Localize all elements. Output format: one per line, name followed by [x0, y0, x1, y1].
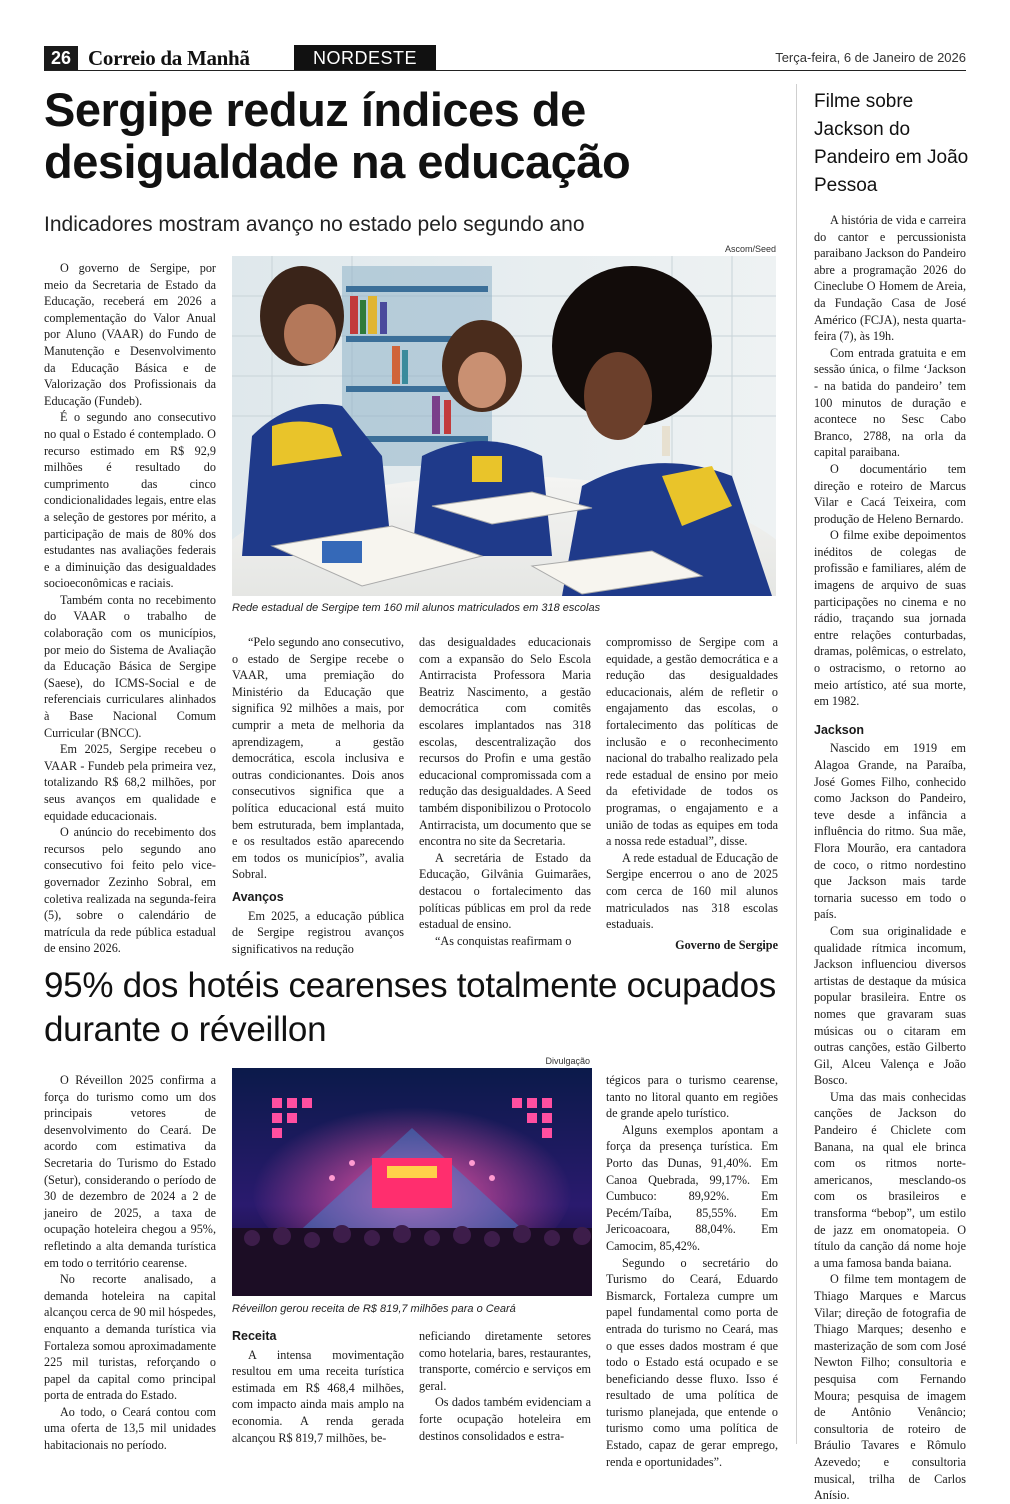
paragraph: Alguns exemplos apontam a força da presença turística. Em Porto das Dunas, 91,40%. Em Canoa Quebrada, 99,17%. Em Cumbuco: 89,92%. Em Pecém/Taíba, 85,55%. Em Jericoacoara, 88,04%. Em Camocim, 85,42%.	[606, 1122, 778, 1253]
article-column-4	[606, 634, 778, 953]
article2-column-3	[419, 1328, 591, 1444]
subhead-jackson: Jackson	[814, 722, 865, 737]
paragraph: Ao todo, o Ceará contou com uma oferta de 13,5 mil unidades habitacionais no período.	[44, 1404, 216, 1453]
students-illustration	[232, 256, 776, 596]
students-photo	[232, 256, 776, 596]
sidebar-rule	[796, 84, 797, 1444]
paragraph: tégicos para o turismo cearense, tanto no litoral quanto em regiões de grande apelo turístico.	[606, 1073, 778, 1121]
paragraph: A história de vida e carreira do cantor e percussionista paraibano Jackson do Pandeiro abre a programação 2026 do Cineclube O Homem de Areia, da Fundação Casa de José Américo (FCJA), nesta quarta-feira (7), às 19h.	[814, 213, 966, 344]
masthead: Correio da Manhã	[88, 46, 250, 70]
article2-column-2	[232, 1328, 404, 1446]
paragraph: O documentário tem direção e roteiro de Marcus Vilar e Cacá Teixeira, com produção de Heleno Bernardo.	[814, 461, 966, 526]
photo-credit-2: Divulgação	[545, 1056, 590, 1066]
paragraph: A secretária de Estado da Educação, Gilvânia Guimarães, destacou o fortalecimento das políticas públicas em prol da rede estadual de ensino.	[419, 850, 591, 932]
subhead-avancos: Avanços	[232, 889, 284, 904]
paragraph: O filme tem montagem de Thiago Marques e Marcus Vilar; direção de fotografia de Thiago Marques; desenho e masterização de som com José Newton Filho; consultoria e pesquisa com Fernando Moura; pesquisa de imagem de Antônio Venâncio; consultoria de roteiro de Bráulio Tavares e Rômulo Azevedo; e consultoria musical, trilha de Carlos Anísio.	[814, 1272, 966, 1503]
headline-2: 95% dos hotéis cearenses totalmente ocupados durante o réveillon	[44, 966, 777, 1049]
sidebar-headline: Filme sobre Jackson do Pandeiro em João Pessoa	[814, 91, 969, 196]
issue-date: Terça-feira, 6 de Janeiro de 2026	[775, 50, 966, 65]
article-column-1	[44, 260, 216, 957]
paragraph: É o segundo ano consecutivo no qual o Estado é contemplado. O recurso estimado em R$ 92,9 milhões é resultado do cumprimento das cinco condicionalidades legais, entre elas a seleção de gestores por mérito, a participação de mais de 80% dos estudantes nas avaliações federais e a diminuição das desigualdades socioeconômicas e raciais.	[44, 410, 216, 591]
paragraph: A rede estadual de Educação de Sergipe encerrou o ano de 2025 com cerca de 160 mil alunos matriculados nas 318 escolas estaduais.	[606, 850, 778, 932]
paragraph: das desigualdades educacionais com a expansão do Selo Escola Antirracista Professora Maria Beatriz Nascimento, a gestão democrática com comitês escolares implantados nas 318 escolas, descentralização dos recursos do Profin e uma gestão educacional compromissada com a redução das desigualdades. A Seed também disponibilizou o Protocolo Antirracista, um documento que se encontra no site da Secretaria.	[419, 635, 591, 849]
section-label: NORDESTE	[294, 45, 436, 71]
paragraph: Em 2025, Sergipe recebeu o VAAR - Fundeb pela primeira vez, totalizando R$ 68,2 milhões, por seus avanços em qualidade e equidade educacionais.	[44, 742, 216, 823]
article-signature: Governo de Sergipe	[675, 937, 778, 952]
paragraph: neficiando diretamente setores como hotelaria, bares, restaurantes, transporte, comércio e serviços em geral.	[419, 1329, 591, 1393]
paragraph: No recorte analisado, a demanda hoteleira na capital alcançou cerca de 90 mil hóspedes, enquanto a demanda turística via Fortaleza somou aproximadamente 225 mil turistas, reforçando o papel da capital como principal porta de entrada do Estado.	[44, 1272, 216, 1403]
paragraph: Com sua originalidade e qualidade rítmica incomum, Jackson influenciou diversos artistas de destaque da música popular brasileira. Entre os nomes que gravaram suas músicas ou o citaram em outras canções, estão Gilberto Gil, Alceu Valença e João Bosco.	[814, 923, 966, 1088]
paragraph: “Pelo segundo ano consecutivo, o estado de Sergipe recebe o VAAR, uma premiação do Ministério da Educação que significa 92 milhões a mais, por cumprir a meta de melhoria da aprendizagem, a gestão democrática, escola inclusiva e outras condicionantes. Dois anos consecutivos significa que a política educacional está muito bem estruturada, bem implantada, e os resultados estão aparecendo em todos os municípios”, avalia Sobral.	[232, 635, 404, 882]
header-rule	[44, 70, 966, 71]
reveillon-photo	[232, 1068, 592, 1296]
photo-caption-2: Réveillon gerou receita de R$ 819,7 milhões para o Ceará	[232, 1303, 516, 1315]
article2-column-1	[44, 1072, 216, 1454]
photo-credit: Ascom/Seed	[724, 244, 776, 254]
paragraph: “As conquistas reafirmam o	[435, 933, 572, 948]
paragraph: Também conta no recebimento do VAAR o trabalho de colaboração com os municípios, por meio do Sistema de Avaliação da Educação Básica de Sergipe (Saese), do ICMS-Social e de referenciais curriculares alinhados à Base Nacional Comum Curricular (BNCC).	[44, 592, 216, 740]
subhead-receita: Receita	[232, 1329, 277, 1343]
headline: Sergipe reduz índices de desigualdade na educação	[44, 83, 631, 188]
paragraph: Uma das mais conhecidas canções de Jackson do Pandeiro é Chiclete com Banana, na qual ele brinca com os ritmos norte-americanos, mesclando-os com os brasileiros e transforma “bebop”, um estilo de jazz em onomatopeia. O título da canção dá nome hoje a uma famosa banda baiana.	[814, 1089, 966, 1270]
sidebar-column	[814, 212, 966, 1504]
paragraph: O Réveillon 2025 confirma a força do turismo como um dos principais vetores de desenvolvimento do Ceará. De acordo com estimativa da Secretaria do Turismo do Estado (Setur), considerando o período de 30 de dezembro de 2024 a 2 de janeiro de 2025, a taxa de ocupação hoteleira chegou a 95%, refletindo a alta demanda turística em todo o território cearense.	[44, 1073, 216, 1270]
concert-illustration	[232, 1068, 592, 1296]
paragraph: O governo de Sergipe, por meio da Secretaria de Estado da Educação, receberá em 2026 a complementação do Valor Anual por Aluno (VAAR) do Fundo de Manutenção e Desenvolvimento da Educação Básica e de Valorização dos Profissionais da Educação (Fundeb).	[44, 261, 216, 408]
paragraph: Em 2025, a educação pública de Sergipe registrou avanços significativos na redução	[232, 908, 404, 956]
article-column-2	[232, 634, 404, 957]
paragraph: Segundo o secretário do Turismo do Ceará, Eduardo Bismarck, Fortaleza cumpre um papel fundamental como porta de entrada do turismo no Ceará, mas o que esses dados mostram é que todo o Estado está ocupado e se beneficiando desse fluxo. Isso é resultado de uma política de turismo planejada, que entende o turismo como uma política de Estado, capaz de gerar emprego, renda e oportunidades”.	[606, 1255, 778, 1469]
paragraph: O filme exibe depoimentos inéditos de colegas de profissão e familiares, além de imagens de arquivo de suas participações no cinema e no rádio, traçando sua jornada entre relações conturbadas, dramas, polêmicas, o estrelato, o ostracismo, o retorno ao meio artístico, até sua morte, em 1982.	[814, 528, 966, 709]
article-column-3	[419, 634, 591, 949]
paragraph: A intensa movimentação resultou em uma receita turística estimada em R$ 468,4 milhões, com impacto ainda mais amplo na economia. A renda gerada alcançou R$ 819,7 milhões, be-	[232, 1347, 404, 1445]
photo-caption: Rede estadual de Sergipe tem 160 mil alunos matriculados em 318 escolas	[232, 602, 601, 614]
paragraph: Com entrada gratuita e em sessão única, o filme ‘Jackson - na batida do pandeiro’ tem 100 minutos de duração e acontece no Sesc Cabo Branco, 2788, na orla da capital paraibana.	[814, 345, 966, 460]
article2-column-4	[606, 1072, 778, 1470]
page-number: 26	[44, 46, 78, 70]
paragraph: O anúncio do recebimento dos recursos pelo segundo ano consecutivo foi feito pelo vice-governador Zezinho Sobral, em coletiva realizada na segunda-feira (5), sobre o calendário de matrícula da rede pública estadual de ensino 2026.	[44, 825, 216, 956]
paragraph: Nascido em 1919 em Alagoa Grande, na Paraíba, José Gomes Filho, conhecido como Jackson do Pandeiro, teve desde a infância a influência do ritmo. Sua mãe, Flora Mourão, era cantadora de coco, o ritmo nordestino que Jackson mais tarde tornaria sucesso em todo o país.	[814, 741, 966, 922]
subheadline: Indicadores mostram avanço no estado pelo segundo ano	[44, 213, 585, 236]
paragraph: compromisso de Sergipe com a equidade, a gestão democrática e a redução das desigualdades educacionais, além de refletir o engajamento das escolas, o fortalecimento das políticas de inclusão e o reconhecimento nacional do trabalho realizado pela rede estadual de ensino por meio da efetividade de todos os programas, o engajamento e a união de todas as equipes em toda a nossa rede estadual”, disse.	[606, 635, 778, 849]
paragraph: Os dados também evidenciam a forte ocupação hoteleira em destinos consolidados e estra-	[419, 1395, 591, 1443]
